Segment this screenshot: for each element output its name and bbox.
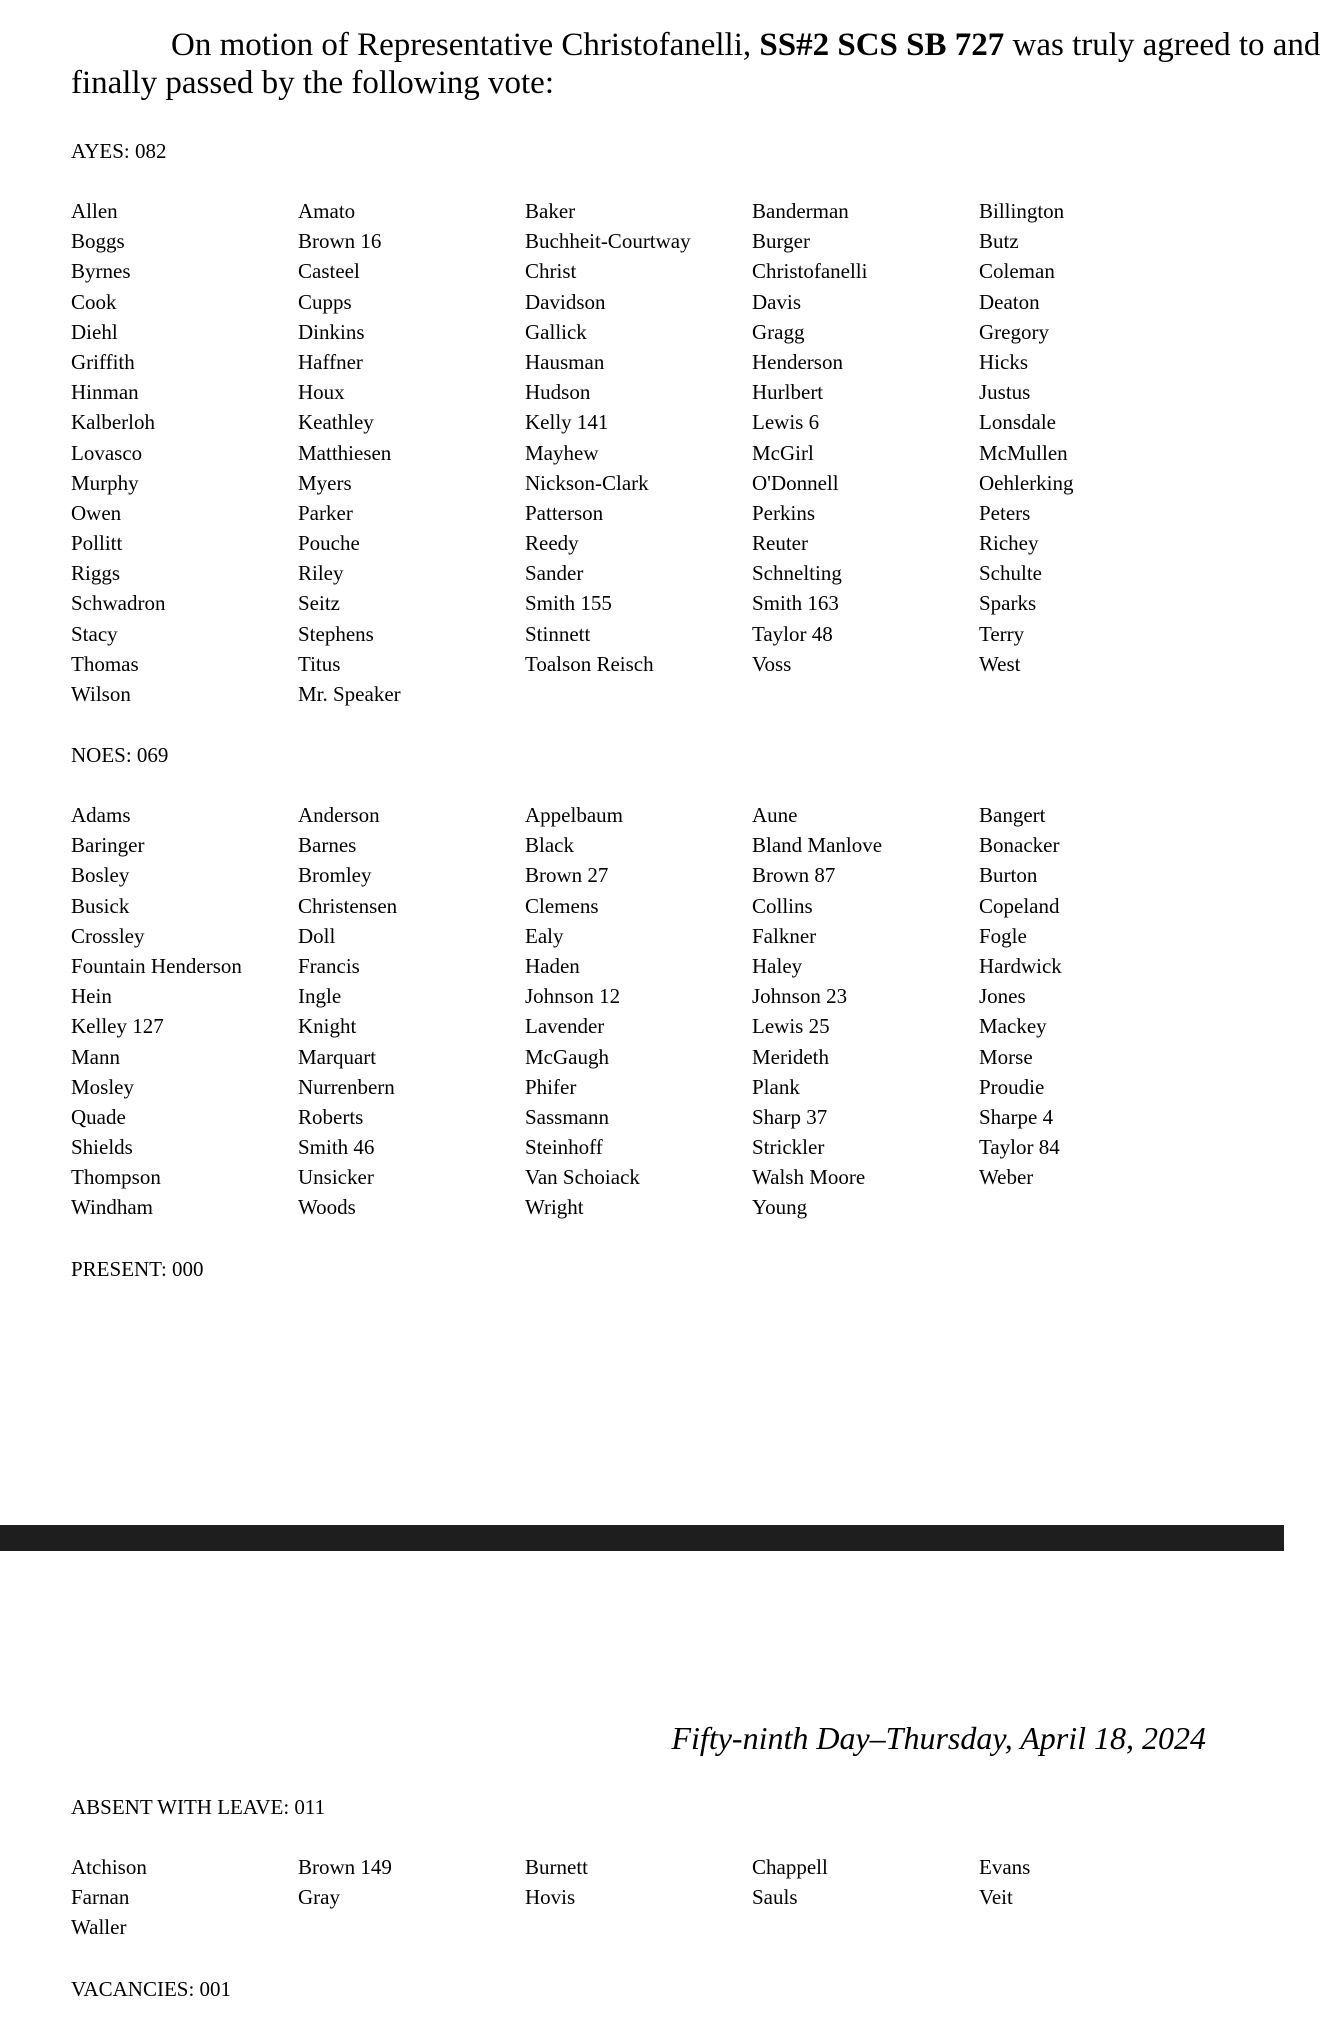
member-name: Lewis 6 [752, 410, 820, 435]
member-name: Ingle [298, 984, 342, 1009]
member-name: Clemens [525, 893, 599, 918]
member-name: Wilson [71, 682, 131, 706]
member-name: Griffith [71, 349, 135, 374]
member-name: Houx [298, 380, 345, 405]
member-name: Deaton [979, 289, 1040, 314]
noes-label: NOES: 069 [71, 743, 169, 767]
member-name: Windham [71, 1195, 153, 1220]
member-name: Plank [752, 1074, 800, 1099]
member-name: Van Schoiack [525, 1165, 640, 1190]
member-name: Taylor 84 [979, 1135, 1060, 1160]
member-name: Haffner [298, 349, 363, 374]
member-name: McGirl [752, 440, 814, 465]
member-name: Appelbaum [525, 803, 623, 827]
member-name: Owen [71, 500, 122, 525]
member-name: Byrnes [71, 259, 131, 284]
member-name: Farnan [71, 1885, 130, 1910]
member-name: Stephens [298, 621, 374, 646]
member-name: Kelley 127 [71, 1014, 164, 1039]
member-name: Sharp 37 [752, 1104, 828, 1129]
member-name: Reedy [525, 531, 579, 556]
member-name: Francis [298, 953, 360, 978]
member-name: Sharpe 4 [979, 1104, 1054, 1129]
member-name: Sander [525, 561, 584, 586]
member-name: Pollitt [71, 531, 123, 556]
member-name: Roberts [298, 1104, 364, 1129]
member-name: Woods [298, 1195, 356, 1220]
member-name: Taylor 48 [752, 621, 833, 646]
member-name: Hinman [71, 380, 139, 405]
member-name: Parker [298, 500, 353, 525]
member-name: Thomas [71, 651, 139, 676]
member-name: Proudie [979, 1074, 1045, 1099]
member-name: Shields [71, 1135, 133, 1160]
member-name: Jones [979, 984, 1026, 1009]
member-name: Riggs [71, 561, 121, 586]
member-name: Johnson 12 [525, 984, 621, 1009]
member-name: Lavender [525, 1014, 605, 1039]
member-name: Fountain Henderson [71, 953, 242, 978]
member-name: Casteel [298, 259, 360, 284]
member-name: Copeland [979, 893, 1060, 918]
motion-prefix: On motion of Representative Christofanelli, [171, 27, 760, 63]
member-name: Mosley [71, 1074, 134, 1099]
member-name: Aune [752, 803, 798, 827]
member-name: Lovasco [71, 440, 143, 465]
member-name: Smith 155 [525, 591, 612, 616]
member-name: Black [525, 833, 574, 858]
member-name: Bland Manlove [752, 833, 883, 858]
member-name: Brown 87 [752, 863, 836, 888]
member-name: Doll [298, 923, 336, 948]
bill-number: SS#2 SCS SB 727 [759, 27, 1005, 63]
member-name: Banderman [752, 199, 849, 223]
member-name: Amato [298, 199, 356, 223]
member-name: Young [752, 1195, 808, 1220]
member-name: Burger [752, 229, 810, 254]
member-name: Titus [298, 651, 341, 676]
member-name: Sassmann [525, 1104, 609, 1129]
member-name: Falkner [752, 923, 817, 948]
member-name: Busick [71, 893, 130, 918]
member-name: Walsh Moore [752, 1165, 866, 1190]
member-name: Stacy [71, 621, 118, 646]
absent-label: ABSENT WITH LEAVE: 011 [71, 1795, 326, 1819]
member-name: Steinhoff [525, 1135, 603, 1160]
member-name: Murphy [71, 470, 139, 495]
member-name: Smith 46 [298, 1135, 375, 1160]
member-name: Collins [752, 893, 813, 918]
member-name: O'Donnell [752, 470, 839, 495]
member-name: Sparks [979, 591, 1037, 616]
member-name: Merideth [752, 1044, 829, 1069]
member-name: Brown 149 [298, 1855, 392, 1879]
member-name: Billington [979, 199, 1065, 223]
motion-line-1 [71, 26, 1321, 64]
member-name: Haley [752, 953, 803, 978]
member-name: Peters [979, 500, 1031, 525]
member-name: Veit [979, 1885, 1013, 1910]
member-name: Brown 16 [298, 229, 382, 254]
member-name: Davidson [525, 289, 606, 314]
member-name: Cook [71, 289, 117, 314]
member-name: Lewis 25 [752, 1014, 830, 1039]
member-name: Mayhew [525, 440, 599, 465]
member-name: Weber [979, 1165, 1034, 1190]
member-name: Mann [71, 1044, 120, 1069]
member-name: Nurrenbern [298, 1074, 395, 1099]
member-name: Ealy [525, 923, 564, 948]
member-name: Kalberloh [71, 410, 155, 435]
motion-suffix: was truly agreed to and [1004, 27, 1321, 63]
member-name: Marquart [298, 1044, 377, 1069]
member-name: Voss [752, 651, 792, 676]
ayes-label: AYES: 082 [71, 139, 167, 163]
member-name: Cupps [298, 289, 352, 314]
member-name: Thompson [71, 1165, 161, 1190]
member-name: Keathley [298, 410, 374, 435]
page-header-day: Fifty-ninth Day–Thursday, April 18, 2024 [671, 1720, 1206, 1756]
member-name: Mackey [979, 1014, 1047, 1039]
member-name: McGaugh [525, 1044, 609, 1069]
member-name: Hicks [979, 349, 1028, 374]
member-name: Lonsdale [979, 410, 1056, 435]
member-name: Baringer [71, 833, 145, 858]
member-name: Schwadron [71, 591, 166, 616]
member-name: Anderson [298, 803, 380, 827]
member-name: Gallick [525, 319, 587, 344]
member-name: Gray [298, 1885, 340, 1910]
member-name: Buchheit-Courtway [525, 229, 691, 254]
member-name: Strickler [752, 1135, 825, 1160]
member-name: Brown 27 [525, 863, 609, 888]
absent-list [71, 1852, 1211, 1943]
vacancies-label: VACANCIES: 001 [71, 1977, 232, 2001]
member-name: Bosley [71, 863, 130, 888]
member-name: Butz [979, 229, 1019, 254]
member-name: Schulte [979, 561, 1042, 586]
member-name: Nickson-Clark [525, 470, 649, 495]
noes-list [71, 800, 1211, 1223]
member-name: Smith 163 [752, 591, 839, 616]
member-name: Burton [979, 863, 1038, 888]
motion-line-2: finally passed by the following vote: [71, 65, 554, 101]
member-name: Hovis [525, 1885, 576, 1910]
member-name: Johnson 23 [752, 984, 848, 1009]
member-name: Toalson Reisch [525, 651, 654, 676]
member-name: Christensen [298, 893, 398, 918]
member-name: Burnett [525, 1855, 588, 1879]
member-name: Diehl [71, 319, 118, 344]
member-name: Baker [525, 199, 576, 223]
member-name: Riley [298, 561, 344, 586]
member-name: Phifer [525, 1074, 577, 1099]
member-name: Hardwick [979, 953, 1062, 978]
member-name: Wright [525, 1195, 584, 1220]
member-name: Terry [979, 621, 1025, 646]
member-name: Hudson [525, 380, 591, 405]
member-name: Hurlbert [752, 380, 824, 405]
present-label: PRESENT: 000 [71, 1257, 204, 1281]
member-name: Coleman [979, 259, 1055, 284]
member-name: Stinnett [525, 621, 591, 646]
member-name: Evans [979, 1855, 1031, 1879]
member-name: Schnelting [752, 561, 842, 586]
member-name: West [979, 651, 1021, 676]
member-name: McMullen [979, 440, 1068, 465]
member-name: Waller [71, 1915, 127, 1940]
member-name: Chappell [752, 1855, 828, 1879]
member-name: Christ [525, 259, 577, 284]
page-divider [0, 1525, 1284, 1551]
member-name: Matthiesen [298, 440, 392, 465]
member-name: Adams [71, 803, 131, 827]
member-name: Fogle [979, 923, 1027, 948]
member-name: Hausman [525, 349, 605, 374]
member-name: Crossley [71, 923, 145, 948]
member-name: Gregory [979, 319, 1049, 344]
member-name: Henderson [752, 349, 843, 374]
member-name: Mr. Speaker [298, 682, 401, 706]
member-name: Atchison [71, 1855, 147, 1879]
member-name: Bonacker [979, 833, 1060, 858]
member-name: Perkins [752, 500, 815, 525]
member-name: Hein [71, 984, 112, 1009]
member-name: Morse [979, 1044, 1033, 1069]
member-name: Davis [752, 289, 801, 314]
member-name: Justus [979, 380, 1031, 405]
member-name: Knight [298, 1014, 357, 1039]
member-name: Sauls [752, 1885, 798, 1910]
member-name: Dinkins [298, 319, 365, 344]
member-name: Gragg [752, 319, 805, 344]
member-name: Unsicker [298, 1165, 374, 1190]
member-name: Patterson [525, 500, 604, 525]
member-name: Boggs [71, 229, 125, 254]
member-name: Richey [979, 531, 1039, 556]
motion-paragraph [71, 26, 1321, 102]
member-name: Allen [71, 199, 118, 223]
member-name: Pouche [298, 531, 360, 556]
member-name: Myers [298, 470, 352, 495]
member-name: Christofanelli [752, 259, 868, 284]
member-name: Reuter [752, 531, 808, 556]
member-name: Quade [71, 1104, 126, 1129]
ayes-list [71, 196, 1211, 709]
member-name: Bromley [298, 863, 372, 888]
member-name: Haden [525, 953, 580, 978]
member-name: Oehlerking [979, 470, 1074, 495]
member-name: Bangert [979, 803, 1046, 827]
member-name: Seitz [298, 591, 340, 616]
member-name: Kelly 141 [525, 410, 609, 435]
member-name: Barnes [298, 833, 357, 858]
